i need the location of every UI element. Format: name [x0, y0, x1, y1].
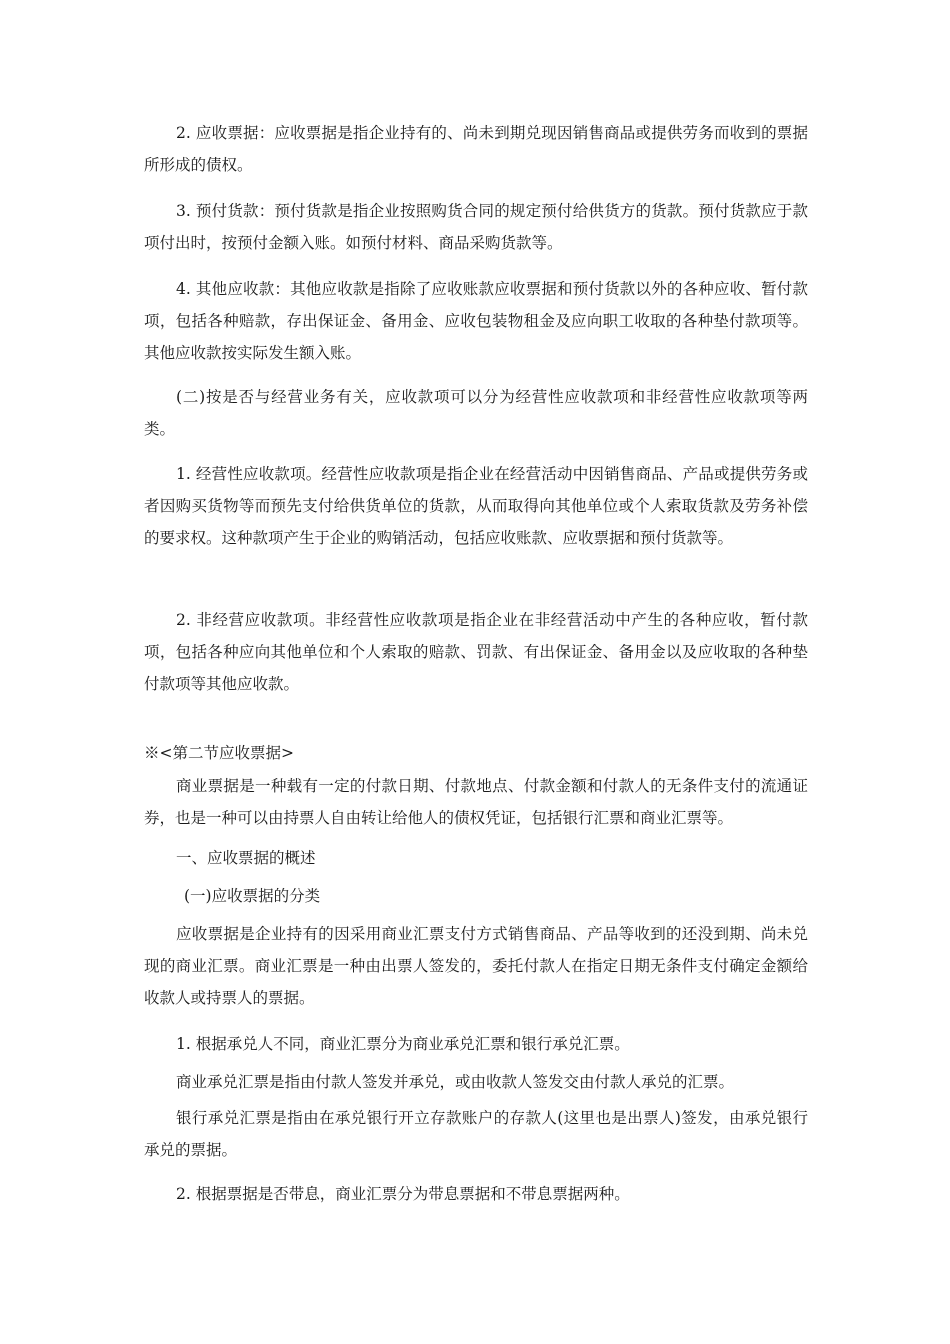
- paragraph-commercial-acceptance: 商业承兑汇票是指由付款人签发并承兑，或由收款人签发交由付款人承兑的汇票。: [176, 1073, 735, 1091]
- paragraph-prepayments: 3. 预付货款：预付货款是指企业按照购货合同的规定预付给供货方的货款。预付货款应于款项付出时，按预付金额入账。如预付材料、商品采购货款等。: [144, 202, 808, 252]
- paragraph-by-interest: 2. 根据票据是否带息，商业汇票分为带息票据和不带息票据两种。: [176, 1185, 630, 1203]
- paragraph-by-acceptor: 1. 根据承兑人不同，商业汇票分为商业承兑汇票和银行承兑汇票。: [176, 1035, 630, 1053]
- subheading-overview: 一、应收票据的概述: [176, 849, 316, 867]
- paragraph-bank-acceptance: 银行承兑汇票是指由在承兑银行开立存款账户的存款人(这里也是出票人)签发，由承兑银行承兑的票据。: [144, 1109, 808, 1159]
- subheading-classification: (一)应收票据的分类: [184, 887, 321, 905]
- paragraph-notes-definition: 应收票据是企业持有的因采用商业汇票支付方式销售商品、产品等收到的还没到期、尚未兑现的商业汇票。商业汇票是一种由出票人签发的，委托付款人在指定日期无条件支付确定金额给收款人或持票人的票据。: [144, 925, 808, 1007]
- paragraph-operating-receivables: 1. 经营性应收款项。经营性应收款项是指企业在经营活动中因销售商品、产品或提供劳务或者因购买货物等而预先支付给供货单位的货款，从而取得向其他单位或个人索取货款及劳务补偿的要求权。这种款项产生于企业的购销活动，包括应收账款、应收票据和预付货款等。: [144, 465, 808, 547]
- section-heading: ※<第二节应收票据>: [144, 744, 294, 762]
- paragraph-classification-two: (二)按是否与经营业务有关，应收款项可以分为经营性应收款项和非经营性应收款项等两类。: [144, 388, 808, 438]
- paragraph-non-operating-receivables: 2. 非经营应收款项。非经营性应收款项是指企业在非经营活动中产生的各种应收，暂付款项，包括各种应向其他单位和个人索取的赔款、罚款、有出保证金、备用金以及应收取的各种垫付款项等其他应收款。: [144, 611, 808, 693]
- paragraph-commercial-paper: 商业票据是一种载有一定的付款日期、付款地点、付款金额和付款人的无条件支付的流通证券，也是一种可以由持票人自由转让给他人的债权凭证，包括银行汇票和商业汇票等。: [144, 777, 808, 827]
- paragraph-other-receivables: 4. 其他应收款：其他应收款是指除了应收账款应收票据和预付货款以外的各种应收、暂付款项，包括各种赔款，存出保证金、备用金、应收包装物租金及应向职工收取的各种垫付款项等。其他应收款按实际发生额入账。: [144, 280, 808, 362]
- paragraph-notes-receivable: 2. 应收票据：应收票据是指企业持有的、尚未到期兑现因销售商品或提供劳务而收到的票据所形成的债权。: [144, 124, 808, 174]
